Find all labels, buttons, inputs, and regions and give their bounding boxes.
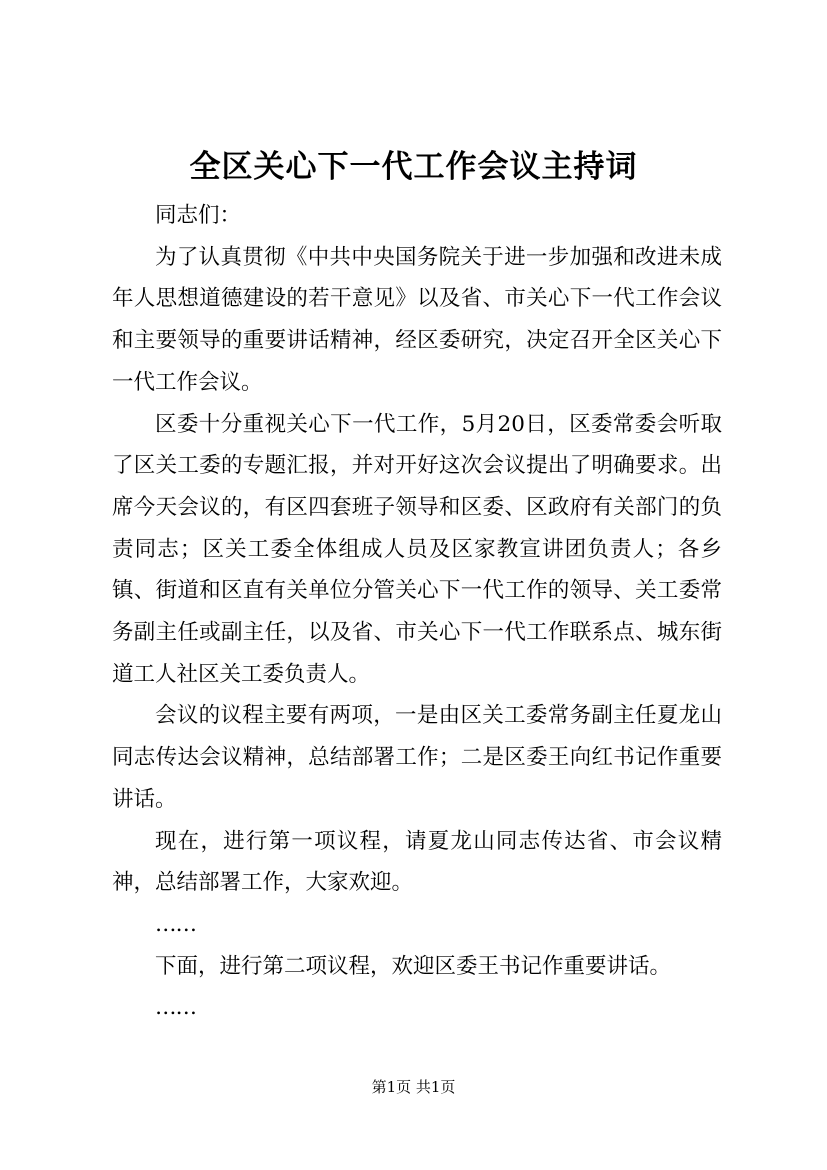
paragraph-3: 会议的议程主要有两项，一是由区关工委常务副主任夏龙山同志传达会议精神，总结部署工作；二是区委王向红书记作重要讲话。 bbox=[112, 703, 722, 812]
ellipsis-1: …… bbox=[155, 911, 196, 937]
document-title: 全区关心下一代工作会议主持词 bbox=[189, 149, 638, 185]
paragraph-2: 区委十分重视关心下一代工作，5月20日，区委常委会听取了区关工委的专题汇报，并对开好这次会议提出了明确要求。出席今天会议的，有区四套班子领导和区委、区政府有关部门的负责同志；区关工委全体组成人员及区家教宣讲团负责人；各乡镇、街道和区直有关单位分管关心下一代工作的领导、关工委常务副主任或副主任，以及省、市关心下一代工作联系点、城东街道工人社区关工委负责人。 bbox=[112, 411, 722, 687]
document-body bbox=[112, 195, 722, 1029]
ellipsis-2: …… bbox=[155, 995, 196, 1021]
paragraph-4: 现在，进行第一项议程，请夏龙山同志传达省、市会议精神，总结部署工作，大家欢迎。 bbox=[112, 828, 722, 896]
page-footer: 第1页 共1页 bbox=[371, 1078, 456, 1096]
paragraph-1: 为了认真贯彻《中共中央国务院关于进一步加强和改进未成年人思想道德建设的若干意见》以及省、市关心下一代工作会议和主要领导的重要讲话精神，经区委研究，决定召开全区关心下一代工作会议。 bbox=[112, 244, 722, 395]
greeting: 同志们： bbox=[155, 203, 242, 228]
paragraph-5: 下面，进行第二项议程，欢迎区委王书记作重要讲话。 bbox=[155, 953, 672, 979]
